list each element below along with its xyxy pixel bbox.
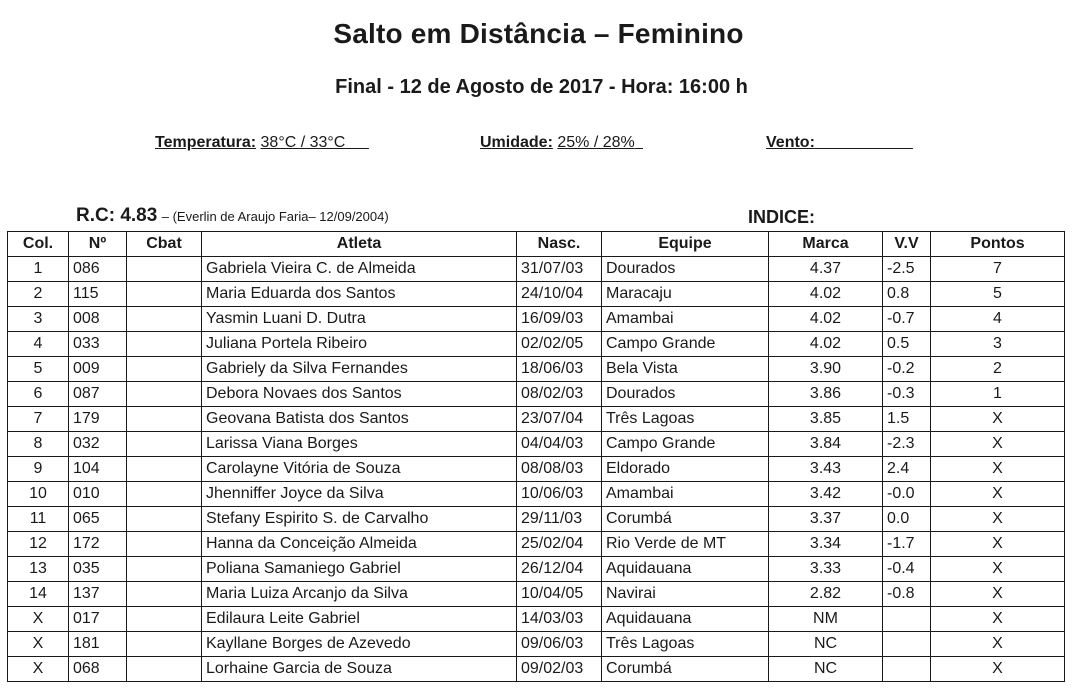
cell-vv: 0.5 xyxy=(883,332,931,357)
col-header-num: Nº xyxy=(69,232,127,257)
table-row xyxy=(8,632,1065,657)
cell-nasc: 25/02/04 xyxy=(517,532,602,557)
cell-num: 087 xyxy=(69,382,127,407)
cell-marca: 4.02 xyxy=(769,307,883,332)
cell-num: 010 xyxy=(69,482,127,507)
wind-label: Vento: xyxy=(766,134,815,151)
cell-marca: 3.90 xyxy=(769,357,883,382)
cell-col: 6 xyxy=(8,382,69,407)
cell-cbat xyxy=(127,607,202,632)
cell-cbat xyxy=(127,632,202,657)
cell-marca: 3.86 xyxy=(769,382,883,407)
col-header-cbat: Cbat xyxy=(127,232,202,257)
cell-vv: -0.3 xyxy=(883,382,931,407)
cell-col: 14 xyxy=(8,582,69,607)
cell-atleta: Jhenniffer Joyce da Silva xyxy=(202,482,517,507)
cell-num: 008 xyxy=(69,307,127,332)
cell-equipe: Amambai xyxy=(602,307,769,332)
cell-marca: 4.02 xyxy=(769,332,883,357)
table-row xyxy=(8,407,1065,432)
cell-marca: NC xyxy=(769,632,883,657)
col-header-nasc: Nasc. xyxy=(517,232,602,257)
humidity-underline xyxy=(635,148,643,149)
cell-nasc: 09/06/03 xyxy=(517,632,602,657)
col-header-equipe: Equipe xyxy=(602,232,769,257)
cell-cbat xyxy=(127,307,202,332)
cell-equipe: Rio Verde de MT xyxy=(602,532,769,557)
table-row xyxy=(8,357,1065,382)
humidity-value: 25% / 28% xyxy=(557,134,635,151)
cell-num: 035 xyxy=(69,557,127,582)
cell-equipe: Dourados xyxy=(602,257,769,282)
cell-num: 137 xyxy=(69,582,127,607)
cell-pontos: X xyxy=(931,507,1065,532)
table-row xyxy=(8,557,1065,582)
cell-col: X xyxy=(8,607,69,632)
col-header-marca: Marca xyxy=(769,232,883,257)
table-row xyxy=(8,582,1065,607)
cell-vv: 1.5 xyxy=(883,407,931,432)
cell-atleta: Debora Novaes dos Santos xyxy=(202,382,517,407)
cell-nasc: 14/03/03 xyxy=(517,607,602,632)
cell-cbat xyxy=(127,432,202,457)
cell-atleta: Juliana Portela Ribeiro xyxy=(202,332,517,357)
cell-atleta: Stefany Espirito S. de Carvalho xyxy=(202,507,517,532)
cell-nasc: 04/04/03 xyxy=(517,432,602,457)
cell-marca: NM xyxy=(769,607,883,632)
cell-num: 033 xyxy=(69,332,127,357)
results-table xyxy=(7,231,1065,682)
cell-col: 4 xyxy=(8,332,69,357)
cell-pontos: 2 xyxy=(931,357,1065,382)
cell-cbat xyxy=(127,407,202,432)
cell-vv: -0.4 xyxy=(883,557,931,582)
cell-num: 065 xyxy=(69,507,127,532)
cell-equipe: Maracaju xyxy=(602,282,769,307)
cell-col: 3 xyxy=(8,307,69,332)
cell-cbat xyxy=(127,557,202,582)
cell-equipe: Bela Vista xyxy=(602,357,769,382)
cell-cbat xyxy=(127,257,202,282)
results-body xyxy=(8,257,1065,682)
cell-atleta: Carolayne Vitória de Souza xyxy=(202,457,517,482)
cell-atleta: Lorhaine Garcia de Souza xyxy=(202,657,517,682)
cell-equipe: Campo Grande xyxy=(602,332,769,357)
cell-atleta: Poliana Samaniego Gabriel xyxy=(202,557,517,582)
cell-num: 086 xyxy=(69,257,127,282)
cell-equipe: Navirai xyxy=(602,582,769,607)
cell-cbat xyxy=(127,482,202,507)
cell-num: 181 xyxy=(69,632,127,657)
cell-atleta: Gabriela Vieira C. de Almeida xyxy=(202,257,517,282)
cell-marca: 3.43 xyxy=(769,457,883,482)
cell-cbat xyxy=(127,457,202,482)
cell-col: 11 xyxy=(8,507,69,532)
cell-col: X xyxy=(8,632,69,657)
cell-equipe: Corumbá xyxy=(602,657,769,682)
cell-equipe: Aquidauana xyxy=(602,557,769,582)
cell-num: 068 xyxy=(69,657,127,682)
cell-col: X xyxy=(8,657,69,682)
col-header-col: Col. xyxy=(8,232,69,257)
cell-pontos: 1 xyxy=(931,382,1065,407)
cell-vv: -0.8 xyxy=(883,582,931,607)
cell-equipe: Campo Grande xyxy=(602,432,769,457)
cell-atleta: Geovana Batista dos Santos xyxy=(202,407,517,432)
cell-pontos: X xyxy=(931,457,1065,482)
cell-atleta: Edilaura Leite Gabriel xyxy=(202,607,517,632)
cell-pontos: X xyxy=(931,582,1065,607)
table-row xyxy=(8,657,1065,682)
col-header-pontos: Pontos xyxy=(931,232,1065,257)
cell-col: 10 xyxy=(8,482,69,507)
cell-marca: 3.34 xyxy=(769,532,883,557)
cell-col: 8 xyxy=(8,432,69,457)
cell-atleta: Maria Luiza Arcanjo da Silva xyxy=(202,582,517,607)
cell-vv: -1.7 xyxy=(883,532,931,557)
cell-marca: NC xyxy=(769,657,883,682)
cell-marca: 4.02 xyxy=(769,282,883,307)
cell-num: 172 xyxy=(69,532,127,557)
cell-pontos: X xyxy=(931,432,1065,457)
temperature-value: 38°C / 33°C xyxy=(260,134,346,151)
cell-cbat xyxy=(127,582,202,607)
cell-pontos: X xyxy=(931,407,1065,432)
cell-atleta: Yasmin Luani D. Dutra xyxy=(202,307,517,332)
cell-nasc: 10/04/05 xyxy=(517,582,602,607)
cell-cbat xyxy=(127,532,202,557)
cell-nasc: 29/11/03 xyxy=(517,507,602,532)
cell-vv: -0.0 xyxy=(883,482,931,507)
cell-equipe: Corumbá xyxy=(602,507,769,532)
cell-col: 5 xyxy=(8,357,69,382)
cell-nasc: 18/06/03 xyxy=(517,357,602,382)
cell-nasc: 26/12/04 xyxy=(517,557,602,582)
cell-equipe: Três Lagoas xyxy=(602,407,769,432)
cell-nasc: 08/02/03 xyxy=(517,382,602,407)
table-row xyxy=(8,482,1065,507)
cell-num: 009 xyxy=(69,357,127,382)
cell-equipe: Eldorado xyxy=(602,457,769,482)
cell-vv: -0.7 xyxy=(883,307,931,332)
col-header-vv: V.V xyxy=(883,232,931,257)
cell-equipe: Dourados xyxy=(602,382,769,407)
cell-pontos: 5 xyxy=(931,282,1065,307)
cell-col: 1 xyxy=(8,257,69,282)
cell-cbat xyxy=(127,332,202,357)
cell-vv xyxy=(883,607,931,632)
cell-marca: 2.82 xyxy=(769,582,883,607)
table-row xyxy=(8,532,1065,557)
table-row xyxy=(8,382,1065,407)
cell-nasc: 16/09/03 xyxy=(517,307,602,332)
cell-num: 104 xyxy=(69,457,127,482)
col-header-atleta: Atleta xyxy=(202,232,517,257)
cell-nasc: 24/10/04 xyxy=(517,282,602,307)
cell-num: 179 xyxy=(69,407,127,432)
cell-equipe: Amambai xyxy=(602,482,769,507)
cell-marca: 3.84 xyxy=(769,432,883,457)
record-label: R.C: 4.83 xyxy=(76,205,158,226)
cell-vv: 2.4 xyxy=(883,457,931,482)
cell-vv: 0.8 xyxy=(883,282,931,307)
cell-vv: 0.0 xyxy=(883,507,931,532)
cell-num: 032 xyxy=(69,432,127,457)
cell-atleta: Gabriely da Silva Fernandes xyxy=(202,357,517,382)
cell-num: 017 xyxy=(69,607,127,632)
cell-nasc: 31/07/03 xyxy=(517,257,602,282)
table-header-row xyxy=(8,232,1065,257)
cell-cbat xyxy=(127,357,202,382)
cell-col: 7 xyxy=(8,407,69,432)
cell-pontos: X xyxy=(931,532,1065,557)
cell-vv: -2.5 xyxy=(883,257,931,282)
indice-label: INDICE: xyxy=(748,207,815,227)
cell-nasc: 02/02/05 xyxy=(517,332,602,357)
cell-nasc: 09/02/03 xyxy=(517,657,602,682)
wind-info xyxy=(766,134,913,152)
cell-atleta: Hanna da Conceição Almeida xyxy=(202,532,517,557)
table-row xyxy=(8,457,1065,482)
cell-cbat xyxy=(127,507,202,532)
cell-pontos: X xyxy=(931,657,1065,682)
table-row xyxy=(8,307,1065,332)
cell-pontos: 4 xyxy=(931,307,1065,332)
cell-nasc: 08/08/03 xyxy=(517,457,602,482)
page-title: Salto em Distância – Feminino xyxy=(333,18,744,49)
cell-marca: 3.42 xyxy=(769,482,883,507)
event-subtitle: Final - 12 de Agosto de 2017 - Hora: 16:00 h xyxy=(335,76,748,98)
cell-equipe: Aquidauana xyxy=(602,607,769,632)
cell-vv: -2.3 xyxy=(883,432,931,457)
humidity-info xyxy=(480,134,643,152)
cell-pontos: 7 xyxy=(931,257,1065,282)
championship-record xyxy=(76,205,389,227)
cell-atleta: Larissa Viana Borges xyxy=(202,432,517,457)
cell-vv xyxy=(883,657,931,682)
temperature-label: Temperatura: xyxy=(155,134,257,151)
table-row xyxy=(8,257,1065,282)
cell-nasc: 10/06/03 xyxy=(517,482,602,507)
cell-vv: -0.2 xyxy=(883,357,931,382)
cell-equipe: Três Lagoas xyxy=(602,632,769,657)
wind-blank-line xyxy=(815,148,913,149)
humidity-label: Umidade: xyxy=(480,134,553,151)
table-row xyxy=(8,282,1065,307)
table-row xyxy=(8,607,1065,632)
cell-marca: 4.37 xyxy=(769,257,883,282)
cell-atleta: Kayllane Borges de Azevedo xyxy=(202,632,517,657)
cell-marca: 3.85 xyxy=(769,407,883,432)
cell-atleta: Maria Eduarda dos Santos xyxy=(202,282,517,307)
cell-nasc: 23/07/04 xyxy=(517,407,602,432)
cell-cbat xyxy=(127,382,202,407)
cell-marca: 3.33 xyxy=(769,557,883,582)
cell-pontos: X xyxy=(931,632,1065,657)
temperature-underline xyxy=(345,148,369,149)
temperature-info xyxy=(155,134,369,152)
cell-vv xyxy=(883,632,931,657)
cell-marca: 3.37 xyxy=(769,507,883,532)
table-row xyxy=(8,332,1065,357)
cell-col: 2 xyxy=(8,282,69,307)
cell-col: 13 xyxy=(8,557,69,582)
cell-col: 9 xyxy=(8,457,69,482)
cell-cbat xyxy=(127,657,202,682)
cell-cbat xyxy=(127,282,202,307)
table-row xyxy=(8,432,1065,457)
cell-num: 115 xyxy=(69,282,127,307)
cell-pontos: X xyxy=(931,607,1065,632)
record-detail: – (Everlin de Araujo Faria– 12/09/2004) xyxy=(161,209,389,224)
table-row xyxy=(8,507,1065,532)
cell-pontos: X xyxy=(931,482,1065,507)
cell-pontos: 3 xyxy=(931,332,1065,357)
cell-col: 12 xyxy=(8,532,69,557)
cell-pontos: X xyxy=(931,557,1065,582)
